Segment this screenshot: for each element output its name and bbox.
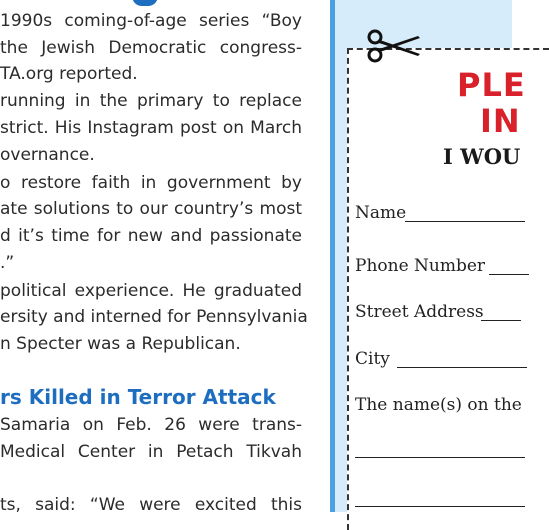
article-line: overnance. — [0, 145, 95, 165]
street-field-label: Street Address — [355, 302, 484, 322]
article-line: Samaria on Feb. 26 were trans- — [0, 415, 302, 435]
phone-field-label: Phone Number — [355, 256, 486, 276]
name-field-label: Name — [355, 203, 407, 223]
article-line: 1990s coming-of-age series “Boy — [0, 11, 302, 31]
city-field-label: City — [355, 349, 390, 369]
article-line: strict. His Instagram post on March — [0, 118, 302, 138]
scissors-icon — [366, 28, 422, 64]
article-line: TA.org reported. — [0, 64, 138, 84]
coupon-panel — [335, 0, 526, 512]
article-line: ts, said: “We were excited this — [0, 495, 302, 515]
coupon-title-line1: PLE — [457, 66, 526, 104]
name-field-line[interactable] — [405, 221, 525, 222]
street-field-line[interactable] — [481, 320, 521, 321]
article-line: running in the primary to replace — [0, 91, 302, 111]
article-heading: rs Killed in Terror Attack — [0, 385, 276, 409]
article-line: .” — [0, 253, 15, 273]
article-line: o restore faith in government by — [0, 173, 302, 193]
phone-field-line[interactable] — [489, 274, 529, 275]
article-line: political experience. He graduated — [0, 281, 302, 301]
article-line: ersity and interned for Pennsylvania — [0, 307, 308, 327]
coupon-subtitle: I WOU — [443, 144, 521, 169]
names-field-line[interactable] — [355, 506, 525, 507]
city-field-line[interactable] — [397, 367, 527, 368]
heading-fragment — [132, 0, 158, 6]
article-line: Medical Center in Petach Tikvah — [0, 442, 302, 462]
coupon-title-line2: IN — [480, 102, 521, 140]
article-line: the Jewish Democratic congress- — [0, 38, 302, 58]
article-line: n Specter was a Republican. — [0, 334, 241, 354]
article-line: ate solutions to our country’s most — [0, 199, 302, 219]
article-line: d it’s time for new and passionate — [0, 226, 302, 246]
names-field-line[interactable] — [355, 457, 525, 458]
names-field-label: The name(s) on the — [355, 395, 522, 415]
